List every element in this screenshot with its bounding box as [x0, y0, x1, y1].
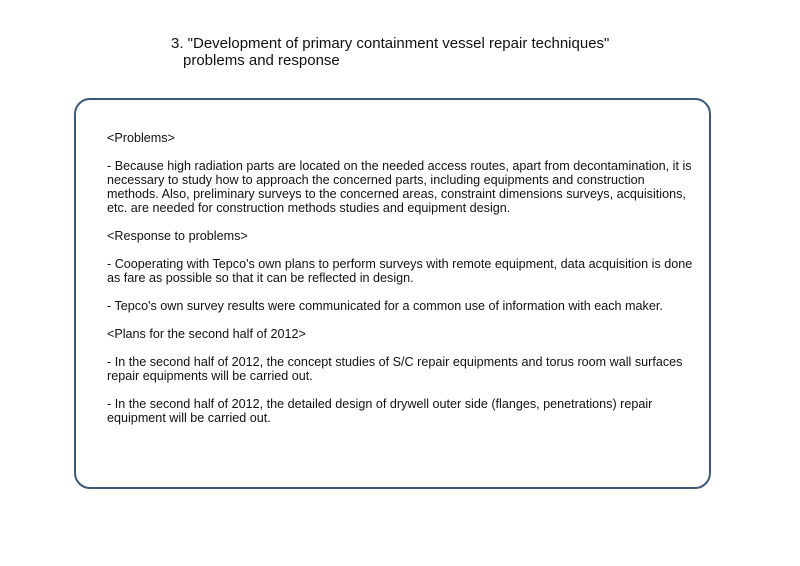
- plans-paragraph-1: - In the second half of 2012, the concept studies of S/C repair equipments and torus room wall surfaces repair equipments will be carried out.: [107, 355, 683, 383]
- problems-heading: <Problems>: [107, 131, 175, 145]
- problems-paragraph: - Because high radiation parts are located on the needed access routes, apart from decontamination, it is necessary to study how to approach the concerned parts, including equipments and construction methods. Also, preliminary surveys to the concerned areas, constraint dimensions surveys, acquisitions, etc. are needed for construction methods studies and equipment design.: [107, 159, 692, 215]
- response-paragraph-2: - Tepco's own survey results were communicated for a common use of information with each maker.: [107, 299, 663, 313]
- title-line-2: problems and response: [183, 52, 340, 69]
- page-title: [171, 35, 731, 69]
- response-heading: <Response to problems>: [107, 229, 248, 243]
- plans-heading: <Plans for the second half of 2012>: [107, 327, 306, 341]
- title-line-1: 3. "Development of primary containment vessel repair techniques": [171, 35, 610, 52]
- response-paragraph-1: - Cooperating with Tepco's own plans to perform surveys with remote equipment, data acquisition is done as fare as possible so that it can be reflected in design.: [107, 257, 693, 285]
- plans-paragraph-2: - In the second half of 2012, the detailed design of drywell outer side (flanges, penetrations) repair equipment will be carried out.: [107, 397, 653, 425]
- content-text: [107, 131, 697, 439]
